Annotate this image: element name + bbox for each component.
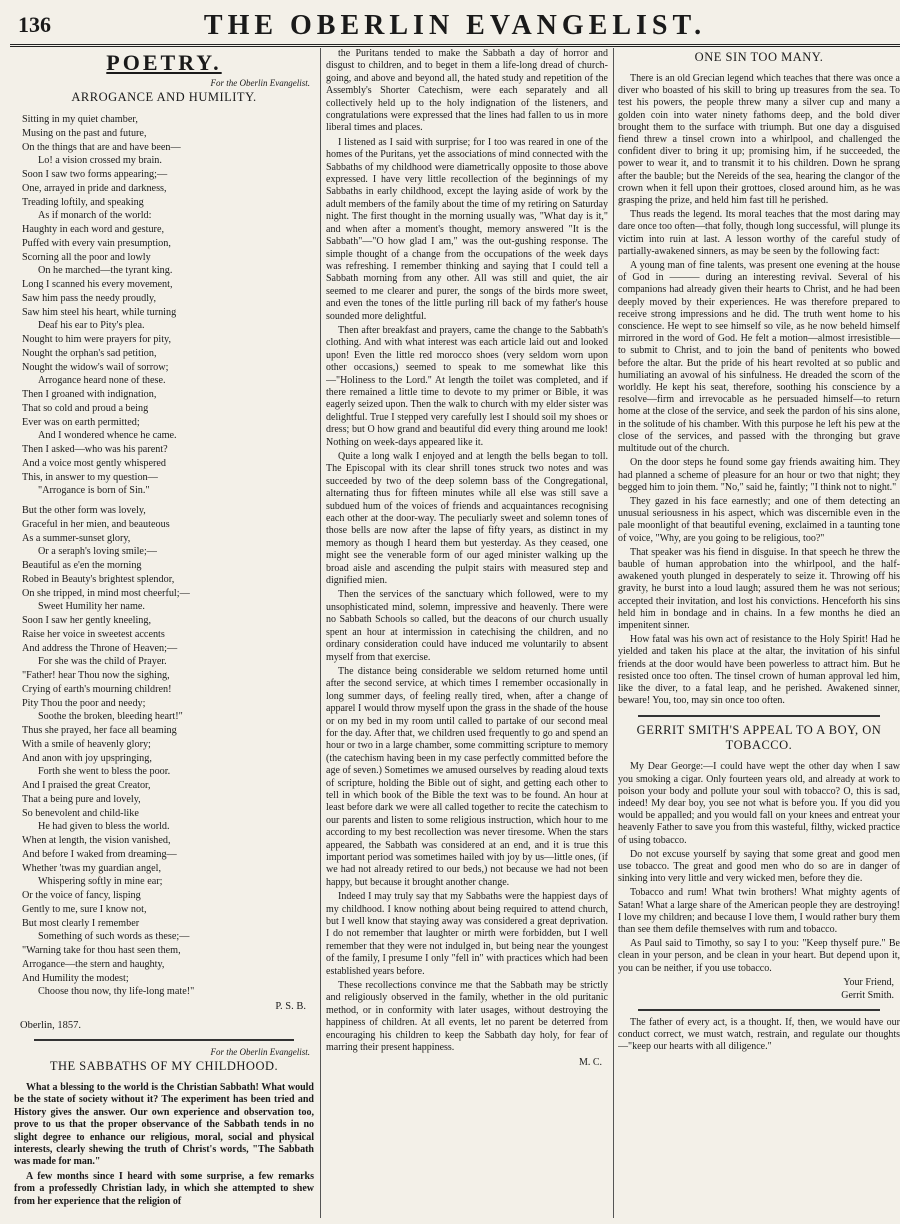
poem-line: Scorning all the poor and lowly bbox=[22, 251, 151, 263]
poem-line: Saw him pass the needy proudly, bbox=[22, 292, 157, 304]
poem-line: And I wondered whence he came. bbox=[38, 430, 177, 442]
poem-line: Thus she prayed, her face all beaming bbox=[22, 725, 177, 736]
poem-line: On he marched—the tyrant king. bbox=[38, 265, 173, 277]
poem-line: Forth she went to bless the poor. bbox=[38, 766, 171, 778]
article-title: ONE SIN TOO MANY. bbox=[694, 50, 824, 64]
poem-line: Soothe the broken, bleeding heart!" bbox=[38, 711, 183, 723]
poem-line: Then I asked—who was his parent? bbox=[22, 444, 168, 455]
paragraph: That speaker was his fiend in disguise. In that speech he threw the bauble of human approbation into the whirlpool, and the half-awakened youth plunged in desperately to seize it. Throwing off his gravity, he burst into a loud laugh; assured them he was not serious; accepted their invitation, and lost his convictions. Henceforth his sins held him in bondage and in chains. In a few months he died an impenitent sinner. bbox=[618, 546, 900, 631]
poem-line: Pity Thou the poor and needy; bbox=[22, 697, 146, 709]
poem-line: Something of such words as these;— bbox=[38, 931, 190, 943]
poem-line: Arrogance heard none of these. bbox=[38, 375, 166, 387]
paragraph: The father of every act, is a thought. If, then, we would have our conduct correct, we must watch, restrain, and regulate our thoughts—"keep our hearts with all diligence." bbox=[618, 1016, 900, 1053]
paragraph: Indeed I may truly say that my Sabbaths were the happiest days of my childhood. I know nothing about being required to attend church, but I well know that staying away was considered a great deprivation. I do not remember that laughter or mirth were forbidden, but I well remember that they were not indulged in, but being near the youngest of the family, I presume I only "fell in" with practices which had been established years before. bbox=[326, 891, 608, 977]
poem-line: Crying of earth's mourning children! bbox=[22, 683, 172, 695]
paragraph: What a blessing to the world is the Christian Sabbath! What would be the state of society without it? The experiment has been tried and History gives the answer. Our own experience and observation too, prove to us that the proper observance of the Sabbath tends in no slight degree to enhance our religious, moral, social and physical interests, clearly shewing the truth of Christ's words, "The Sabbath was made for man." bbox=[14, 1082, 314, 1168]
article-body bbox=[618, 73, 900, 707]
poem-line: And before I waked from dreaming— bbox=[22, 848, 177, 860]
poem-line: Treading loftily, and speaking bbox=[22, 196, 144, 208]
paragraph: I listened as I said with surprise; for I too was reared in one of the homes of the Puritans, yet the associations of mind connected with the Sabbaths of my childhood were diametrically opposite to those above expressed. I have very little recollection of the beginnings of my Sabbaths in early childhood, except the laying aside of work by the adult members of the family about the time of my retiring on Saturday night. The first thought in the morning usually was, "What day is it," and when after a moment's thought, memory answered "It is the Sabbath"—"O how glad I am," was the out-gushing response. The simple thought of a change from the occupations of the week days was refreshing. I remember thinking and saying that I could tell a Sabbath morning from any other. All was still and quiet, the air seemed to me clearer and purer, the songs of the birds more sweet, and even the tones of the little purling rill back of my father's house sounded more delightful. bbox=[326, 136, 608, 322]
paragraph: As Paul said to Timothy, so say I to you: "Keep thyself pure." Be clean in your person, and be clean in your heart. But depend upon it, you can be neither, if you use tobacco. bbox=[618, 938, 900, 974]
paragraph: Then the services of the sanctuary which followed, were to my unsophisticated mind, solemn, impressive and heavenly. There were no Sabbath Schools so called, but the deacons of our church usually spent an hour at intermission in catechising the children, and no ordinary consideration could have induced me voluntarily to absent myself from that exercise. bbox=[326, 589, 608, 663]
poem-line: Whether 'twas my guardian angel, bbox=[22, 862, 162, 874]
poem-line: Nought to him were prayers for pity, bbox=[22, 334, 172, 345]
newspaper-title: THE OBERLIN EVANGELIST. bbox=[203, 10, 707, 41]
article-body bbox=[618, 761, 900, 974]
poem-line: Choose thou now, thy life-long mate!" bbox=[38, 986, 195, 998]
poem-line: Nought the orphan's sad petition, bbox=[22, 347, 157, 359]
poem-line: Deaf his ear to Pity's plea. bbox=[38, 320, 145, 332]
paragraph: Thus reads the legend. Its moral teaches that the most daring may dare once too often—that folly, though long successful, will plunge its victim into ruin at last. A lesson worthy of the careful study of partially-awakened sinners, as may be seen by the following fact: bbox=[618, 209, 900, 257]
poem-line: One, arrayed in pride and darkness, bbox=[22, 182, 167, 194]
article-title: GERRIT SMITH'S APPEAL TO A BOY, ON TOBACCO. bbox=[636, 723, 882, 753]
poem-line: Robed in Beauty's brightest splendor, bbox=[22, 573, 175, 585]
poem-line: Soon I saw her gently kneeling, bbox=[22, 615, 152, 626]
poem-line: With a smile of heavenly glory; bbox=[22, 738, 151, 750]
filler-paragraph bbox=[618, 1017, 900, 1054]
poem-line: Haughty in each word and gesture, bbox=[22, 224, 165, 235]
poem-line: "Father! hear Thou now the sighing, bbox=[22, 670, 170, 681]
poem-line: Ever was on earth permitted; bbox=[22, 416, 140, 428]
poem-line: And Humility the modest; bbox=[22, 972, 129, 984]
poem-line: And a voice most gently whispered bbox=[22, 457, 167, 469]
poem-line: Sitting in my quiet chamber, bbox=[22, 114, 138, 125]
section-heading: POETRY. bbox=[106, 50, 222, 75]
paragraph: There is an old Grecian legend which teaches that there was once a diver who boasted of his skill to bring up treasures from the sea. To test his powers, the people threw many a silver cup and many a golden coin into water ninety fathoms deep, and the bold diver brought them to the surface with triumph. But one day a disguised fiend threw a tinsel crown into a whirlpool, and challenged the confident diver to bring it up; promising him, if he succeeded, the power to wear it, and to transmit it to his children. Down he sprang after the bauble; but the Nereids of the sea, hearing the clangor of the crown when it fell upon their grottoes, closed around him, as he was grasping the prize, and held him fast till he perished. bbox=[618, 73, 900, 207]
paragraph: A few months since I heard with some surprise, a few remarks from a professedly Christian lady, in which she attempted to shew from her experience that the religion of bbox=[14, 1170, 314, 1207]
paragraph: Do not excuse yourself by saying that some great and good men use tobacco. The great and good men who do so are in danger of sinking into very little and very wicked men, before they die. bbox=[618, 848, 900, 885]
paragraph: Then after breakfast and prayers, came the change to the Sabbath's clothing. And with what interest was each article laid out and looked upon! Even the little red morocco shoes (very seldom worn upon other occasions,) seemed to speak to me somewhat like this—"Holiness to the Lord." At length the toilet was completed, and if there remained a little time to devote to my primer or Bible, it was eagerly seized upon. Then the walk to church with my elder sister was delightful. True I stepped very carefully lest I should soil my shoes or dress; but O how grand and beautiful did every thing around me look! Nothing on week-days appeared like it. bbox=[326, 324, 608, 448]
poem-line: Graceful in her mien, and beauteous bbox=[22, 518, 170, 530]
poem-line: When at length, the vision vanished, bbox=[22, 835, 171, 846]
paragraph: How fatal was his own act of resistance to the Holy Spirit! Had he yielded and taken his place at the altar, the invitation of his sinful friends at the door would have been powerless to attract him. But he resisted once too often. The tinsel crown of human approval led him, like the diver, to a fatal leap, and he perished. Awakened sinner, beware! You, too, may sin once too often. bbox=[618, 634, 900, 707]
poem-line: This, in answer to my question— bbox=[22, 471, 158, 483]
poem-line: On she tripped, in mind most cheerful;— bbox=[22, 587, 190, 599]
paragraph: the Puritans tended to make the Sabbath a day of horror and disgust to children, and to beget in them a life-long dread of church-going, and above and beyond all, the hated study and repetition of the Assembly's Shorter Catechism, were each separately and all collectively held up to the holy indignation of the listeners, and congratulations were expressed that the lines had fallen to us in more liberal times and places. bbox=[326, 48, 608, 134]
poem-line: But most clearly I remember bbox=[22, 917, 140, 929]
paragraph: Quite a long walk I enjoyed and at length the bells began to toll. The Episcopal with its clear shrill tones struck two notes and was succeeded by two of the deep solemn bass of the Congregational, alternating thus for fifteen minutes while all else was still save a subdued hum of the voices of friends and acquaintances recognising each other at the door-way. The peculiarly sweet and solemn tones of those bells are now after the lapse of fifty years, as distinct in my memory as though I heard them but yesterday. As they ceased, one might see the venerable form of our aged minister walking up the broad aisle and ascending the pulpit stairs with measured step and dignified mien. bbox=[326, 451, 608, 587]
divider bbox=[638, 1009, 880, 1011]
poem-line: Musing on the past and future, bbox=[22, 127, 147, 139]
page-number: 136 bbox=[18, 12, 51, 37]
poem-line: As if monarch of the world: bbox=[38, 210, 152, 222]
paragraph: A young man of fine talents, was present one evening at the house of God in ——— during an interesting revival. Several of his companions had already given their hearts to Christ, and he had been deeply moved by their experiences. He was therefore prepared to receive strong impressions and he did. The truth went home to his conscience. He wept to see himself so vile, as he now beheld himself mirrored in the word of God. He felt a motion—almost irresistible—to submit to Christ, and to join the band of penitents who bowed before the altar. But the pride of his heart revolted at so public and humiliating an avowal of his sinfulness. He dreaded the scorn of the worldly. He kept his seat, therefore, soothing his conscience by a resolve—firm and irrevocable as he persuaded himself—to return home at the close of the service, and seek the pardon of his sins alone, in the solitude of his chamber. With this purpose he left his pew at the close of the services, and passed with the thronging but grave multitude out of the church. bbox=[618, 260, 900, 455]
column-1 bbox=[14, 48, 314, 1216]
poem-body bbox=[14, 113, 314, 999]
article-signature: M. C. bbox=[578, 1056, 602, 1068]
column-3 bbox=[618, 48, 900, 1216]
poem-signature: P. S. B. bbox=[275, 1001, 306, 1012]
poem-line: As a summer-sunset glory, bbox=[22, 532, 131, 544]
poem-line: On the things that are and have been— bbox=[22, 141, 181, 153]
poem-line: Long I scanned his every movement, bbox=[22, 279, 173, 290]
article-title: THE SABBATHS OF MY CHILDHOOD. bbox=[49, 1059, 279, 1073]
poem-line: Saw him steel his heart, while turning bbox=[22, 306, 177, 318]
poem-line: "Warning take for thou hast seen them, bbox=[22, 945, 181, 956]
poem-line: Sweet Humility her name. bbox=[38, 601, 145, 613]
paragraph: Tobacco and rum! What twin brothers! What mighty agents of Satan! What a large share of the American people they are destroying! I love my children; and because I love them, I would rather bury them than see them defile themselves with rum and tobacco. bbox=[618, 887, 900, 935]
poem-line: And anon with joy upspringing, bbox=[22, 752, 152, 764]
paragraph: These recollections convince me that the Sabbath may be strictly and religiously observed in the family, whether in the old puritanic method, or in conformity with later usages, without destroying the happiness of children. At all events, let no parent be deterred from encouraging his children to keep the Sabbath day holy, for fear of marring their present happiness. bbox=[326, 980, 608, 1054]
poem-line: Gently to me, sure I know not, bbox=[22, 903, 147, 915]
article-continuation bbox=[326, 48, 608, 1055]
poem-line: But the other form was lovely, bbox=[22, 505, 146, 516]
poem-line: Nought the widow's wail of sorrow; bbox=[22, 361, 169, 373]
poem-credit: For the Oberlin Evangelist. bbox=[210, 78, 310, 88]
poem-line: Whispering softly in mine ear; bbox=[38, 876, 163, 888]
article-body bbox=[14, 1082, 314, 1208]
divider bbox=[34, 1039, 294, 1041]
article-credit: For the Oberlin Evangelist. bbox=[210, 1047, 310, 1057]
column-rule bbox=[320, 48, 321, 1218]
poem-line: That a being pure and lovely, bbox=[22, 793, 141, 805]
divider bbox=[638, 715, 880, 717]
poem-line: So benevolent and child-like bbox=[22, 807, 139, 819]
poem-line: Or the voice of fancy, lisping bbox=[22, 890, 141, 901]
poem-line: Or a seraph's loving smile;— bbox=[38, 546, 157, 558]
poem-place-date: Oberlin, 1857. bbox=[20, 1020, 81, 1031]
paragraph: My Dear George:—I could have wept the other day when I saw you smoking a cigar. Only fourteen years old, and already at work to poison your body and pollute your soul with tobacco? O, this is sad, indeed! My dear boy, you see not what is before you. If you did you would be appalled; and you would fall on your knees and entreat your heavenly Father to save you from this wasteful, filthy, wicked practice of using tobacco. bbox=[618, 761, 900, 846]
paragraph: The distance being considerable we seldom returned home until after the second service, at which times I remember occasionally in long summer days, of feeling really tired, when, after a change of apparel I would throw myself upon the grass in the shade of the house or on my bed in my room until called to partake of our second meal for the day. After that, we children used frequently to go and spend an hour or two in a large chamber, some committing scripture to memory (the catechism having been in my case perfectly committed before the age of seven.) Sometimes we amused ourselves by reading aloud texts of scripture, holding the Bible out of sight, and getting each other to tell in which book of the Bible the text was to be found. An hour at least before dark we were all called together to recite the catechism to our parents and listen to some religious instruction, which hour to me according to my best recollection was never tiresome. When the stars appeared, the Sabbath was considered at an end, and it is true this important period was sometimes hailed with joy by us—little ones, (if we had not already retired to our beds,) not because we had not been happy, but because it brought another change. bbox=[326, 665, 608, 888]
poem-line: Arrogance—the stern and haughty, bbox=[22, 958, 165, 970]
column-rule bbox=[613, 48, 614, 1218]
poem-line: And I praised the great Creator, bbox=[22, 780, 151, 791]
poem-line: That so cold and proud a being bbox=[22, 402, 149, 414]
poem-line: Puffed with every vain presumption, bbox=[22, 237, 171, 249]
poem-line: "Arrogance is born of Sin." bbox=[38, 485, 150, 497]
poem-line: Then I groaned with indignation, bbox=[22, 389, 157, 400]
poem-title: ARROGANCE AND HUMILITY. bbox=[71, 90, 257, 104]
masthead bbox=[10, 8, 900, 47]
paragraph: On the door steps he found some gay friends awaiting him. They had planned a scheme of pleasure for an hour or two that night; they begged him to join them. "No," said he, faintly; "I think not to night." bbox=[618, 457, 900, 493]
poem-line: Raise her voice in sweetest accents bbox=[22, 628, 165, 640]
poem-line: Beautiful as e'en the morning bbox=[22, 560, 142, 571]
poem-line: For she was the child of Prayer. bbox=[38, 656, 167, 668]
letter-closing: Your Friend, bbox=[843, 976, 894, 988]
poem-line: Soon I saw two forms appearing;— bbox=[22, 169, 168, 180]
paragraph: They gazed in his face earnestly; and one of them detecting an unusual seriousness in his aspect, which was discernible even in the pale moonlight of that beautiful evening, exclaimed in a taunting tone of voice, "Why, are you going to be religious, too?" bbox=[618, 495, 900, 544]
column-2 bbox=[326, 48, 608, 1216]
letter-signature: Gerrit Smith. bbox=[841, 989, 894, 1001]
poem-line: And address the Throne of Heaven;— bbox=[22, 642, 178, 654]
poem-line: Lo! a vision crossed my brain. bbox=[38, 155, 162, 167]
poem-line: He had given to bless the world. bbox=[38, 821, 170, 833]
